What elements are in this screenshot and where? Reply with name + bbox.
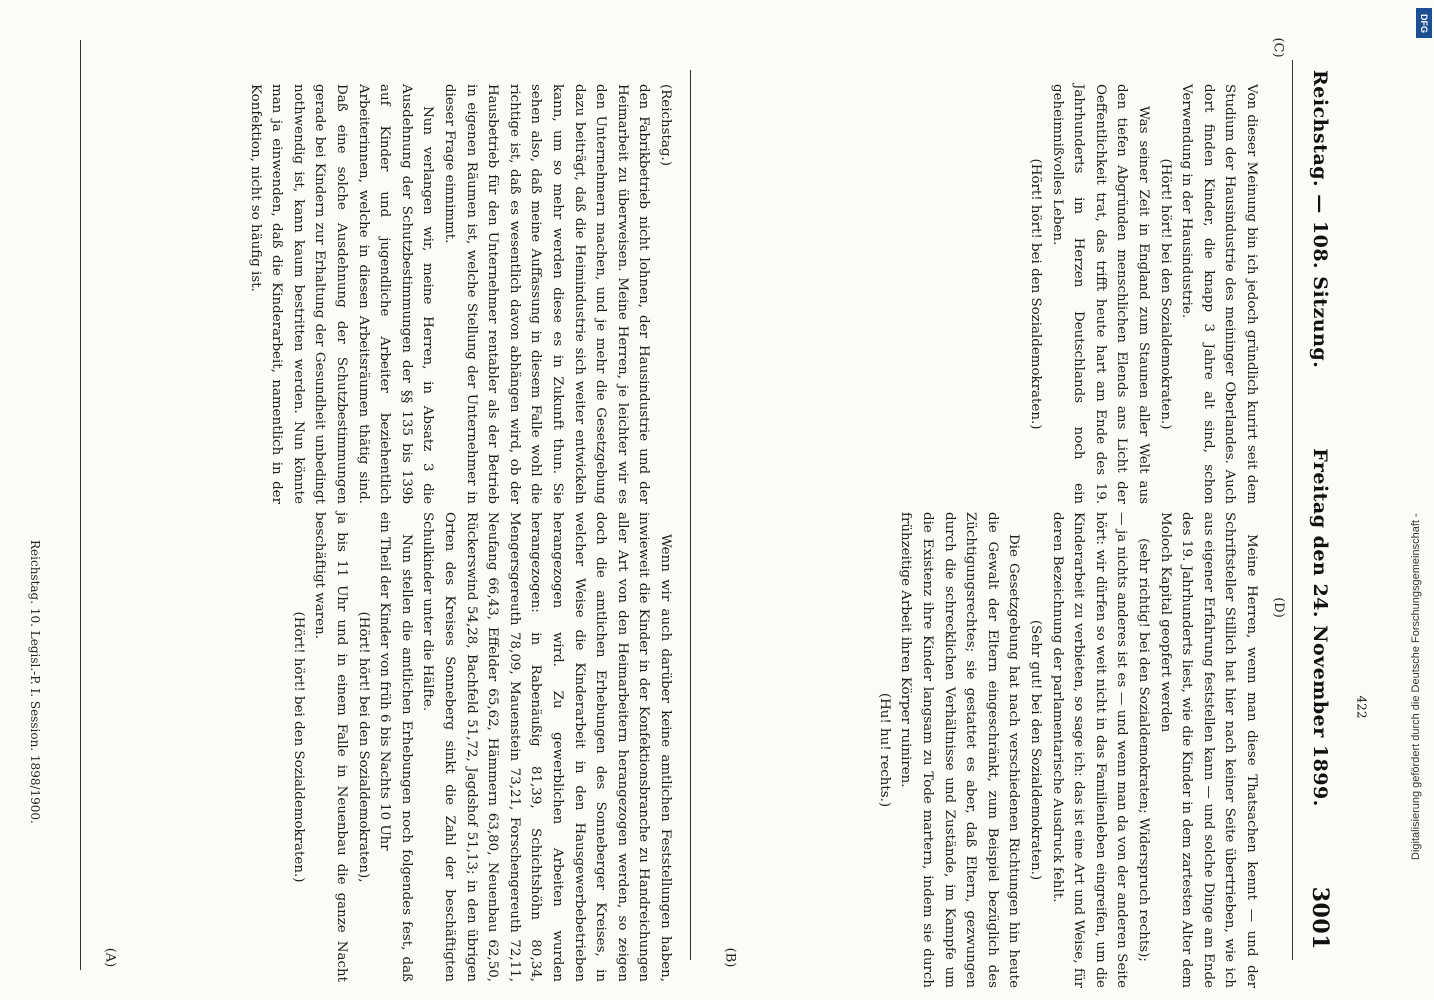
interjection: (Sehr gut! bei den Sozialdemokraten.) <box>1028 619 1044 881</box>
margin-marker-d: (D) <box>1270 597 1286 618</box>
paragraph: Von dieser Meinung bin ich jedoch gründlich kurirt seit dem Studium der Hausindustrie des meininger Oberlandes. Auch dort finden Kinder, die knapp 3 Jahre alt sind, schon Verwendung in der Hausindustrie. <box>1179 84 1259 504</box>
digitization-note: Digitalisierung gefördert durch die Deutsche Forschungsgemeinschaft - <box>1410 513 1422 860</box>
paragraph: Nun verlangen wir, meine Herren, in Absatz 3 die Ausdehnung der Schutzbestimmungen der §§ 135 bis 139b auf Kinder und jugendliche Arbeiter beziehentlich Arbeiterinnen, welche in diesen Arbeitsräumen thätig sind. Daß eine solche Ausdehnung der Schutzbestimmungen gerade bei Kindern zur Erhaltung der Gesundheit unbedingt nothwendig ist, kann kaum bestritten werden. Nun könnte man ja einwenden, daß die Kinderarbeit, namentlich in der Konfektion, nicht so häufig ist. <box>247 84 436 504</box>
text-column-right-top <box>662 84 1262 504</box>
page-footer: Reichstag. 10. Legisl.-P. I. Session. 1898/1900. <box>28 540 42 824</box>
paragraph: Wenn wir auch darüber keine amtlichen Feststellungen haben, inwieweit die Kinder in der Konfektionsbranche zu Handreichungen aller Art von den Heimarbeitern herangezogen werden, so zeigen doch die amtlichen Erhebungen des Sonneberger Kreises, in welcher Weise die Kinderarbeit in den Hausgewerbebetrieben herangezogen wird. Zu gewerblichen Arbeiten wurden herangezogen: in Rabenäußig 81,39, Schichtshöhn 80,34, Mengersgereuth 78,09, Mauenstein 73,21, Forschengereuth 72,11, Neufang 66,43, Effelder 65,62, Hämmern 63,80, Neuenbau 62,50, Rückerswind 54,28, Bachfeld 51,72, Jagdshof 51,13; in den übrigen Orten des Kreises Sonneberg sinkt die Zahl der beschäftigten Schulkinder unter die Hälfte. <box>420 512 673 982</box>
paragraph: den Fabrikbetrieb nicht lohnen, der Hausindustrie und der Heimarbeit zu überweisen. Meine Herren, je leichter wir es den Unternehmern machen, und je mehr die Gesetzgebung dazu beiträgt, daß die Heimindustrie sich weiter entwickeln kann, um so mehr werden diese es in Zukunft thun. Sie sehen also, daß meine Auffassung in diesem Falle wohl die richtige ist, daß es wesentlich davon abhängen wird, ob der Hausbetrieb für den Unternehmer rentabler als der Betrieb in eigenen Räumen ist, welche Stellung der Unternehmer in dieser Frage einnimmt. <box>442 84 652 504</box>
paragraph: ja bis 11 Uhr und in einem Falle in Neuenbau die ganze Nacht beschäftigt waren. <box>312 512 350 982</box>
interjection: (Hört! hört! bei den Sozialdemokraten.) <box>1157 158 1173 430</box>
page-number: 3001 <box>1307 886 1333 950</box>
margin-marker-c: (C) <box>1270 37 1286 58</box>
footer-rule <box>80 40 81 970</box>
header-rule <box>1292 60 1293 960</box>
paragraph: Nun stellen die amtlichen Erhebungen noch folgendes fest, daß ein Theil der Kinder von früh 6 bis Nachts 10 Uhr <box>377 512 414 982</box>
interjection: (Hört! hört! bei den Sozialdemokraten), <box>355 611 371 883</box>
paragraph: Was seiner Zeit in England zum Staunen aller Welt aus den tiefen Abgründen menschlichen Elends ans Licht der Oeffentlichkeit trat, das trifft heute hart am Ende des 19. Jahrhunderts im Herzen Deutschlands noch ein geheimnißvolles Leben. <box>1049 84 1152 504</box>
catchword: 422 <box>1354 695 1369 719</box>
dfg-logo: DFG <box>1416 8 1432 38</box>
page-header <box>1300 60 1340 960</box>
text-column-right-bottom <box>662 512 1262 988</box>
interjection: (Hört! hört! bei den Sozialdemokraten.) <box>290 611 306 883</box>
interjection: (Hu! hu! rechts.) <box>876 692 892 808</box>
text-column-left-top <box>96 84 676 504</box>
paragraph: Meine Herren, wenn man diese Thatsachen kennt — und der Schriftsteller Stillich hat hier nach keiner Seite übertrieben, wie ich aus eigener Erfahrung feststellen kann — und solche Dinge am Ende des 19. Jahrhunderts liest, wie die Kinder in dem zartesten Alter dem Moloch Kapital geopfert werden <box>1157 512 1259 988</box>
margin-marker-b: (B) <box>722 947 738 968</box>
paragraph: Die Gesetzgebung hat nach verschiedenen Richtungen hin heute die Gewalt der Eltern eingeschränkt, zum Beispiel bezüglich des Züchtigungsrechtes; sie gestattet es aber, daß Eltern, gezwungen durch die schrecklichen Verhältnisse und Zustände, im Kampfe um die Existenz ihre Kinder langsam zu Tode martern, indem sie durch frühzeitige Arbeit ihren Körper ruiniren. <box>898 512 1022 988</box>
text-column-left-bottom <box>96 512 676 982</box>
paragraph: — ja nichts anderes ist es — und wenn man da von der anderen Seite hört: wir dürfen so weit nicht in das Familienleben eingreifen, um die Kinderarbeit zu verbieten, so sage ich: das ist eine Art und Weise, für deren Bezeichnung der parlamentarische Ausdruck fehlt. <box>1049 512 1130 988</box>
header-left: Reichstag. — 108. Sitzung. <box>1309 70 1331 369</box>
interjection: (Hört! hört! bei den Sozialdemokraten.) <box>1028 158 1044 430</box>
margin-marker-a: (A) <box>102 947 118 968</box>
section-label: (Reichstag.) <box>658 84 673 166</box>
interjection: (sehr richtig! bei den Sozialdemokraten; Widerspruch rechts); <box>1136 538 1152 962</box>
header-date: Freitag den 24. November 1899. <box>1309 448 1331 807</box>
